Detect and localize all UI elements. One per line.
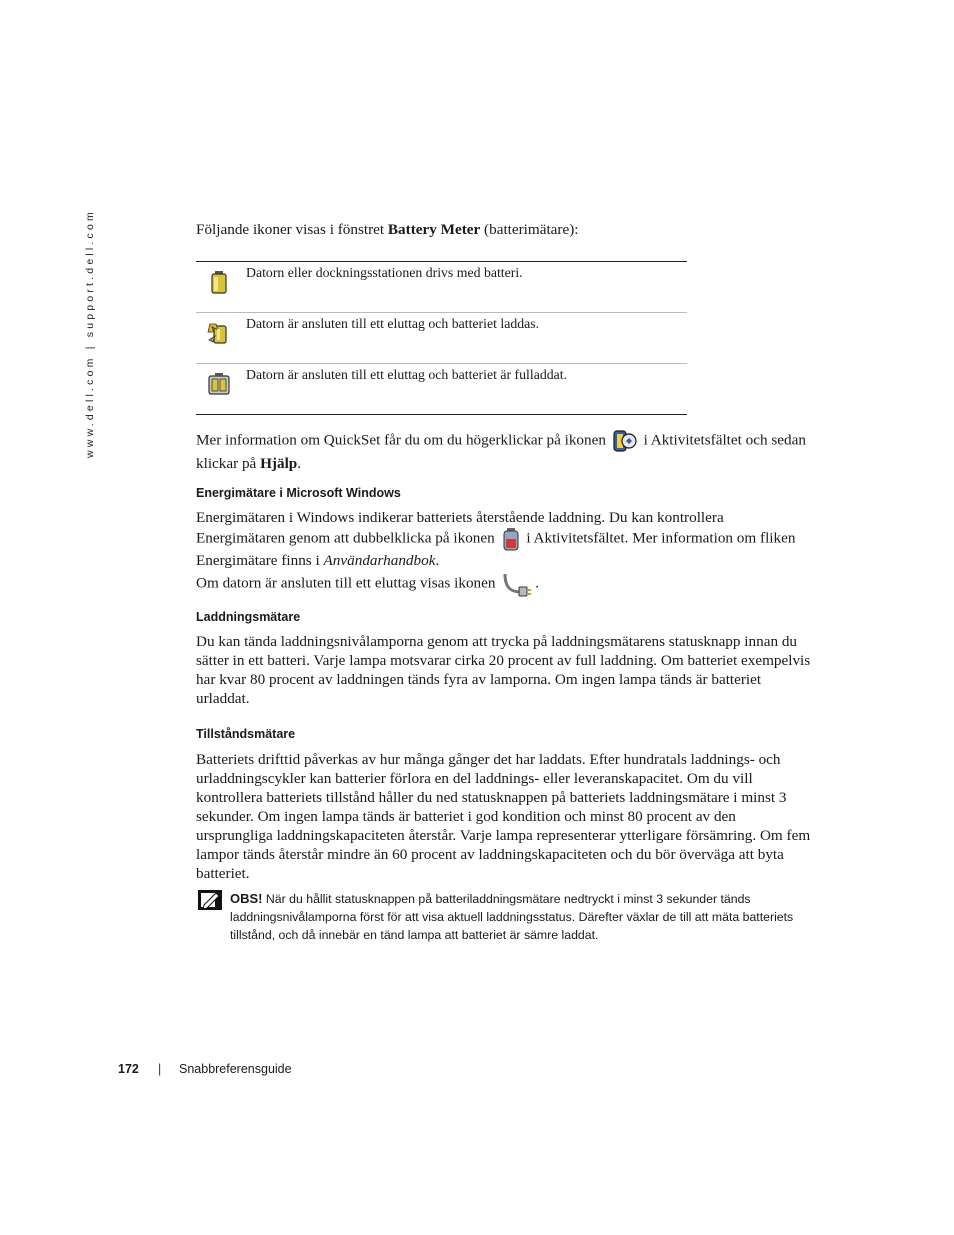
table-row-text: Datorn är ansluten till ett eluttag och batteriet laddas. [246,316,540,331]
battery-charging-icon [206,320,232,346]
intro-before: Följande ikoner visas i fönstret [196,221,388,238]
ac-before: Om datorn är ansluten till ett eluttag visas ikonen [196,574,500,592]
heading-energimatare: Energimätare i Microsoft Windows [196,486,401,500]
intro-bold: Battery Meter [387,221,481,238]
tillstandsmatare-paragraph: Batteriets drifttid påverkas av hur många gånger det har laddats. Efter hundratals laddnings- och urladdningscykler kan batterier förlora en del laddnings- eller leveranskapacitet. Om du vill kontrollera batteriets tillstånd håller du ned statusknappen på batteriets laddningsmätare i minst 3 sekunder. Om ingen lampa tänds är batteriet i god kondition och minst 80 procent av den ursprungliga laddningskapaciteten återstår. Varje lampa representerar ytterligare försämring. Om fem lampor tänds återstår mindre än 60 procent av laddningskapaciteten och du bör överväga att byta batteriet. [196,751,811,882]
footer-separator: | [158,1062,162,1076]
battery-full-plug-icon [206,371,232,397]
footer-title: Snabbreferensguide [179,1062,292,1076]
battery-icon-table [196,261,687,415]
table-row-text: Datorn är ansluten till ett eluttag och batteriet är fulladdat. [246,367,568,382]
power-meter-icon [501,527,521,551]
quickset-before: Mer information om QuickSet får du om du högerklickar på ikonen [196,431,610,449]
ac-plug-icon [501,570,533,598]
footer [118,1062,292,1076]
note-pencil-icon [198,890,222,910]
laddningsmatare-paragraph: Du kan tända laddningsnivålamporna genom att trycka på laddningsmätarens statusknapp innan du sätter in ett batteri. Varje lampa motsvarar cirka 20 procent av full laddning. Om batteriet exempelvis har kvar 80 procent av laddningen tänds fyra av lamporna. Om ingen lampa tänds är batteriet urladdat. [196,633,811,707]
note-label: OBS! [230,891,263,906]
quickset-end: . [297,455,302,472]
side-url: www.dell.com | support.dell.com [84,209,96,458]
battery-icon [206,269,232,295]
page-number: 172 [118,1062,139,1076]
quickset-paragraph [196,428,816,473]
note-block [230,890,820,944]
table-row [196,312,687,363]
heading-tillstandsmatare: Tillståndsmätare [196,727,296,741]
intro-paragraph [196,220,816,239]
energi-after: i Aktivitetsfältet. Mer information om fliken Energimätare finns i [196,529,796,569]
energi-paragraph [196,508,816,570]
heading-laddningsmatare: Laddningsmätare [196,610,301,624]
energi-end: . [435,552,440,569]
energi-italic: Användarhandbok [323,552,436,569]
intro-after: (batterimätare): [480,221,579,238]
table-row-text: Datorn eller dockningsstationen drivs med batteri. [246,265,523,280]
ac-end: . [535,574,540,592]
energi-before: Energimätaren i Windows indikerar batteriets återstående laddning. Du kan kontrollera Energimätaren genom att dubbelklicka på ikonen [196,509,724,547]
ac-paragraph [196,570,816,598]
quickset-after: i Aktivitetsfältet och sedan klickar på [196,431,806,472]
note-text: När du hållit statusknappen på batteriladdningsmätare nedtryckt i minst 3 sekunder tänds laddningsnivålamporna först för att visa aktuell laddningsstatus. Därefter växlar de till att mäta batteriets tillstånd, och då innebär en tänd lampa att batteriet är sämre laddat. [230,892,794,942]
table-row [196,262,687,312]
quickset-bold: Hjälp [260,455,298,472]
quickset-icon [612,428,638,454]
table-row [196,363,687,414]
